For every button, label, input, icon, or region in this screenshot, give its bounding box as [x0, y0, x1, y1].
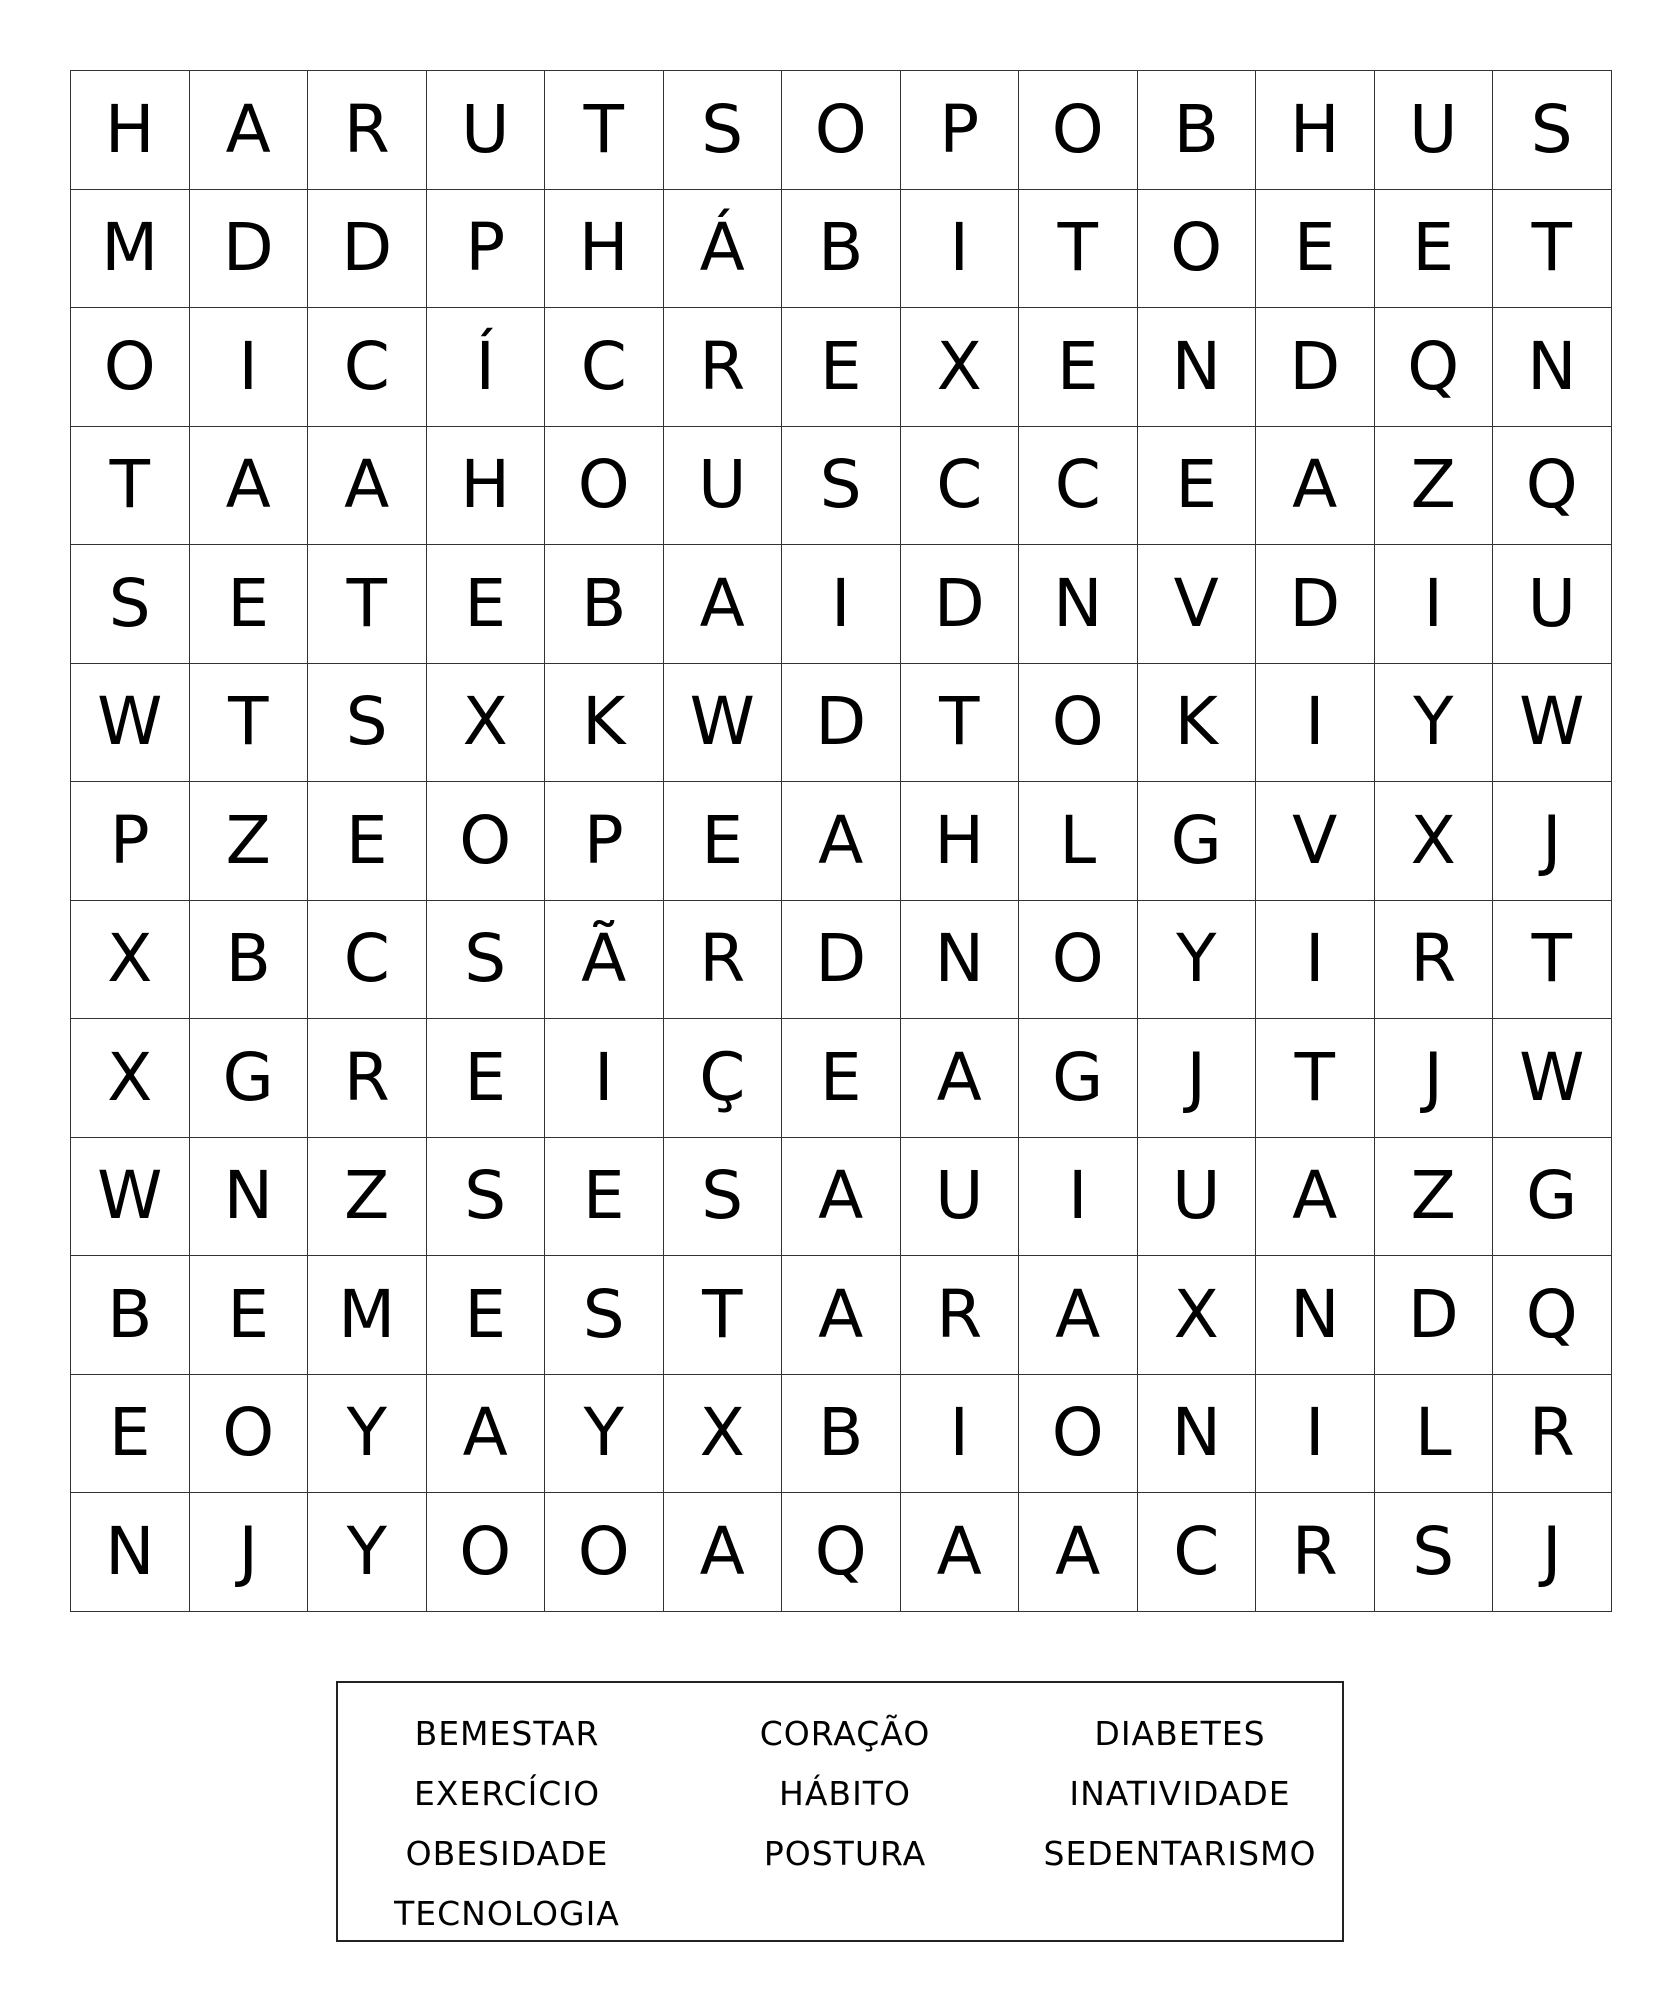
grid-cell[interactable]: O	[1138, 190, 1257, 309]
grid-cell[interactable]: O	[1019, 71, 1138, 190]
grid-cell[interactable]: C	[1138, 1493, 1257, 1612]
grid-cell[interactable]: A	[782, 1256, 901, 1375]
grid-cell[interactable]: D	[782, 901, 901, 1020]
word-search-grid	[70, 70, 1612, 1612]
word-bank-item: DIABETES	[1094, 1713, 1266, 1753]
grid-cell[interactable]: D	[901, 545, 1020, 664]
grid-cell[interactable]: L	[1375, 1375, 1494, 1494]
grid-cell[interactable]: E	[545, 1138, 664, 1257]
grid-cell[interactable]: D	[1256, 545, 1375, 664]
grid-cell[interactable]: O	[1019, 1375, 1138, 1494]
grid-cell[interactable]: Y	[545, 1375, 664, 1494]
grid-cell[interactable]: S	[664, 1138, 783, 1257]
grid-cell[interactable]: X	[1375, 782, 1494, 901]
grid-cell[interactable]: W	[71, 1138, 190, 1257]
grid-cell[interactable]: H	[901, 782, 1020, 901]
grid-cell[interactable]: S	[1375, 1493, 1494, 1612]
grid-cell[interactable]: H	[71, 71, 190, 190]
grid-cell[interactable]: M	[71, 190, 190, 309]
grid-cell[interactable]: J	[1493, 782, 1612, 901]
grid-cell[interactable]: R	[901, 1256, 1020, 1375]
grid-cell[interactable]: U	[427, 71, 546, 190]
grid-cell[interactable]: N	[901, 901, 1020, 1020]
grid-cell[interactable]: Y	[1375, 664, 1494, 783]
word-bank-item: HÁBITO	[779, 1773, 911, 1813]
grid-cell[interactable]: O	[1019, 664, 1138, 783]
grid-cell[interactable]: E	[1138, 427, 1257, 546]
grid-cell[interactable]: A	[308, 427, 427, 546]
grid-cell[interactable]: H	[1256, 71, 1375, 190]
grid-cell[interactable]: K	[545, 664, 664, 783]
grid-cell[interactable]: K	[1138, 664, 1257, 783]
grid-cell[interactable]: E	[1256, 190, 1375, 309]
grid-cell[interactable]: R	[308, 71, 427, 190]
grid-cell[interactable]: C	[545, 308, 664, 427]
grid-cell[interactable]: E	[782, 1019, 901, 1138]
grid-cell[interactable]: I	[901, 190, 1020, 309]
grid-cell[interactable]: Ç	[664, 1019, 783, 1138]
grid-cell[interactable]: J	[1375, 1019, 1494, 1138]
grid-cell[interactable]: G	[1138, 782, 1257, 901]
grid-cell[interactable]: X	[71, 901, 190, 1020]
word-bank-item: POSTURA	[763, 1833, 927, 1873]
grid-cell[interactable]: I	[1256, 901, 1375, 1020]
grid-cell[interactable]: I	[1019, 1138, 1138, 1257]
grid-cell[interactable]: Z	[308, 1138, 427, 1257]
grid-cell[interactable]: E	[190, 1256, 309, 1375]
grid-cell[interactable]: V	[1138, 545, 1257, 664]
grid-cell[interactable]: D	[782, 664, 901, 783]
grid-cell[interactable]: P	[901, 71, 1020, 190]
grid-cell[interactable]: R	[1256, 1493, 1375, 1612]
grid-cell[interactable]: I	[1256, 664, 1375, 783]
grid-cell[interactable]: R	[308, 1019, 427, 1138]
grid-cell[interactable]: Q	[782, 1493, 901, 1612]
grid-cell[interactable]: E	[71, 1375, 190, 1494]
grid-cell[interactable]: I	[782, 545, 901, 664]
grid-cell[interactable]: H	[427, 427, 546, 546]
grid-cell[interactable]: A	[782, 1138, 901, 1257]
grid-cell[interactable]: S	[427, 1138, 546, 1257]
grid-cell[interactable]: U	[901, 1138, 1020, 1257]
grid-cell[interactable]: D	[1256, 308, 1375, 427]
grid-cell[interactable]: T	[1493, 190, 1612, 309]
grid-cell[interactable]: O	[427, 1493, 546, 1612]
grid-cell[interactable]: E	[427, 1019, 546, 1138]
grid-cell[interactable]: B	[190, 901, 309, 1020]
grid-cell[interactable]: A	[664, 545, 783, 664]
grid-cell[interactable]: B	[71, 1256, 190, 1375]
grid-cell[interactable]: N	[1138, 1375, 1257, 1494]
grid-cell[interactable]: A	[782, 782, 901, 901]
grid-cell[interactable]: I	[1256, 1375, 1375, 1494]
grid-cell[interactable]: S	[782, 427, 901, 546]
grid-cell[interactable]: B	[782, 190, 901, 309]
grid-cell[interactable]: T	[1493, 901, 1612, 1020]
grid-cell[interactable]: X	[901, 308, 1020, 427]
grid-cell[interactable]: W	[1493, 1019, 1612, 1138]
grid-cell[interactable]: I	[1375, 545, 1494, 664]
grid-cell[interactable]: W	[71, 664, 190, 783]
grid-cell[interactable]: J	[1138, 1019, 1257, 1138]
grid-cell[interactable]: V	[1256, 782, 1375, 901]
grid-cell[interactable]: G	[190, 1019, 309, 1138]
grid-cell[interactable]: A	[1256, 1138, 1375, 1257]
grid-cell[interactable]: T	[901, 664, 1020, 783]
word-bank-item: SEDENTARISMO	[1043, 1833, 1317, 1873]
grid-cell[interactable]: I	[190, 308, 309, 427]
grid-cell[interactable]: E	[664, 782, 783, 901]
grid-cell[interactable]: O	[71, 308, 190, 427]
grid-cell[interactable]: H	[545, 190, 664, 309]
grid-cell[interactable]: B	[782, 1375, 901, 1494]
grid-cell[interactable]: M	[308, 1256, 427, 1375]
grid-cell[interactable]: S	[664, 71, 783, 190]
grid-cell[interactable]: N	[71, 1493, 190, 1612]
grid-cell[interactable]: Í	[427, 308, 546, 427]
grid-cell[interactable]: Ã	[545, 901, 664, 1020]
grid-cell[interactable]: O	[545, 1493, 664, 1612]
grid-cell[interactable]: S	[1493, 71, 1612, 190]
word-bank-item: INATIVIDADE	[1069, 1773, 1291, 1813]
grid-cell[interactable]: N	[1256, 1256, 1375, 1375]
grid-cell[interactable]: Z	[1375, 427, 1494, 546]
grid-cell[interactable]: D	[190, 190, 309, 309]
word-bank	[336, 1681, 1344, 1942]
grid-cell[interactable]: Y	[308, 1493, 427, 1612]
word-bank-item: EXERCÍCIO	[413, 1773, 601, 1813]
grid-cell[interactable]: T	[308, 545, 427, 664]
grid-cell[interactable]: Á	[664, 190, 783, 309]
grid-cell[interactable]: N	[1138, 308, 1257, 427]
word-bank-item: TECNOLOGIA	[394, 1893, 620, 1933]
grid-cell[interactable]: C	[308, 308, 427, 427]
grid-cell[interactable]: E	[190, 545, 309, 664]
grid-cell[interactable]: Y	[1138, 901, 1257, 1020]
grid-cell[interactable]: U	[1138, 1138, 1257, 1257]
grid-cell[interactable]: X	[71, 1019, 190, 1138]
grid-cell[interactable]: A	[1256, 427, 1375, 546]
grid-cell[interactable]: L	[1019, 782, 1138, 901]
grid-cell[interactable]: C	[308, 901, 427, 1020]
word-bank-item: CORAÇÃO	[759, 1713, 931, 1753]
grid-cell[interactable]: G	[1493, 1138, 1612, 1257]
grid-cell[interactable]: X	[1138, 1256, 1257, 1375]
grid-cell[interactable]: D	[308, 190, 427, 309]
grid-cell[interactable]: P	[427, 190, 546, 309]
grid-cell[interactable]: A	[1019, 1256, 1138, 1375]
grid-cell[interactable]: W	[664, 664, 783, 783]
grid-cell[interactable]: J	[190, 1493, 309, 1612]
grid-cell[interactable]: W	[1493, 664, 1612, 783]
grid-cell[interactable]: T	[1019, 190, 1138, 309]
grid-cell[interactable]: E	[1375, 190, 1494, 309]
grid-cell[interactable]: Z	[190, 782, 309, 901]
grid-cell[interactable]: C	[901, 427, 1020, 546]
grid-cell[interactable]: Y	[308, 1375, 427, 1494]
grid-cell[interactable]: T	[664, 1256, 783, 1375]
grid-cell[interactable]: A	[1019, 1493, 1138, 1612]
grid-cell[interactable]: I	[901, 1375, 1020, 1494]
grid-cell[interactable]: Q	[1493, 427, 1612, 546]
grid-cell[interactable]: Q	[1375, 308, 1494, 427]
grid-cell[interactable]: E	[427, 1256, 546, 1375]
grid-cell[interactable]: R	[1493, 1375, 1612, 1494]
grid-cell[interactable]: O	[782, 71, 901, 190]
grid-cell[interactable]: S	[71, 545, 190, 664]
grid-cell[interactable]: O	[1019, 901, 1138, 1020]
grid-cell[interactable]: T	[545, 71, 664, 190]
grid-cell[interactable]: A	[190, 427, 309, 546]
grid-cell[interactable]: E	[782, 308, 901, 427]
grid-cell[interactable]: D	[1375, 1256, 1494, 1375]
grid-cell[interactable]: G	[1019, 1019, 1138, 1138]
grid-cell[interactable]: P	[545, 782, 664, 901]
grid-cell[interactable]: X	[664, 1375, 783, 1494]
grid-cell[interactable]: T	[190, 664, 309, 783]
grid-cell[interactable]: U	[1375, 71, 1494, 190]
grid-cell[interactable]: R	[1375, 901, 1494, 1020]
grid-cell[interactable]: A	[664, 1493, 783, 1612]
grid-cell[interactable]: X	[427, 664, 546, 783]
grid-cell[interactable]: S	[308, 664, 427, 783]
grid-cell[interactable]: S	[545, 1256, 664, 1375]
grid-cell[interactable]: O	[190, 1375, 309, 1494]
grid-cell[interactable]: U	[1493, 545, 1612, 664]
grid-cell[interactable]: S	[427, 901, 546, 1020]
grid-cell[interactable]: Z	[1375, 1138, 1494, 1257]
grid-cell[interactable]: T	[71, 427, 190, 546]
grid-cell[interactable]: Q	[1493, 1256, 1612, 1375]
grid-cell[interactable]: B	[1138, 71, 1257, 190]
grid-cell[interactable]: J	[1493, 1493, 1612, 1612]
word-list	[338, 1703, 1342, 1943]
grid-cell[interactable]: E	[308, 782, 427, 901]
grid-cell[interactable]: U	[664, 427, 783, 546]
grid-cell[interactable]: I	[545, 1019, 664, 1138]
grid-cell[interactable]: O	[545, 427, 664, 546]
grid-cell[interactable]: N	[190, 1138, 309, 1257]
grid-cell[interactable]: N	[1493, 308, 1612, 427]
grid-cell[interactable]: N	[1019, 545, 1138, 664]
grid-cell[interactable]: R	[664, 308, 783, 427]
grid-cell[interactable]: T	[1256, 1019, 1375, 1138]
grid-cell[interactable]: B	[545, 545, 664, 664]
grid-cell[interactable]: A	[190, 71, 309, 190]
grid-cell[interactable]: C	[1019, 427, 1138, 546]
grid-cell[interactable]: A	[901, 1019, 1020, 1138]
grid-cell[interactable]: R	[664, 901, 783, 1020]
word-bank-item: BEMESTAR	[414, 1713, 600, 1753]
grid-cell[interactable]: A	[901, 1493, 1020, 1612]
grid-cell[interactable]: O	[427, 782, 546, 901]
grid-cell[interactable]: E	[1019, 308, 1138, 427]
grid-cell[interactable]: E	[427, 545, 546, 664]
word-bank-item: OBESIDADE	[405, 1833, 609, 1873]
grid-cell[interactable]: A	[427, 1375, 546, 1494]
grid-cell[interactable]: P	[71, 782, 190, 901]
